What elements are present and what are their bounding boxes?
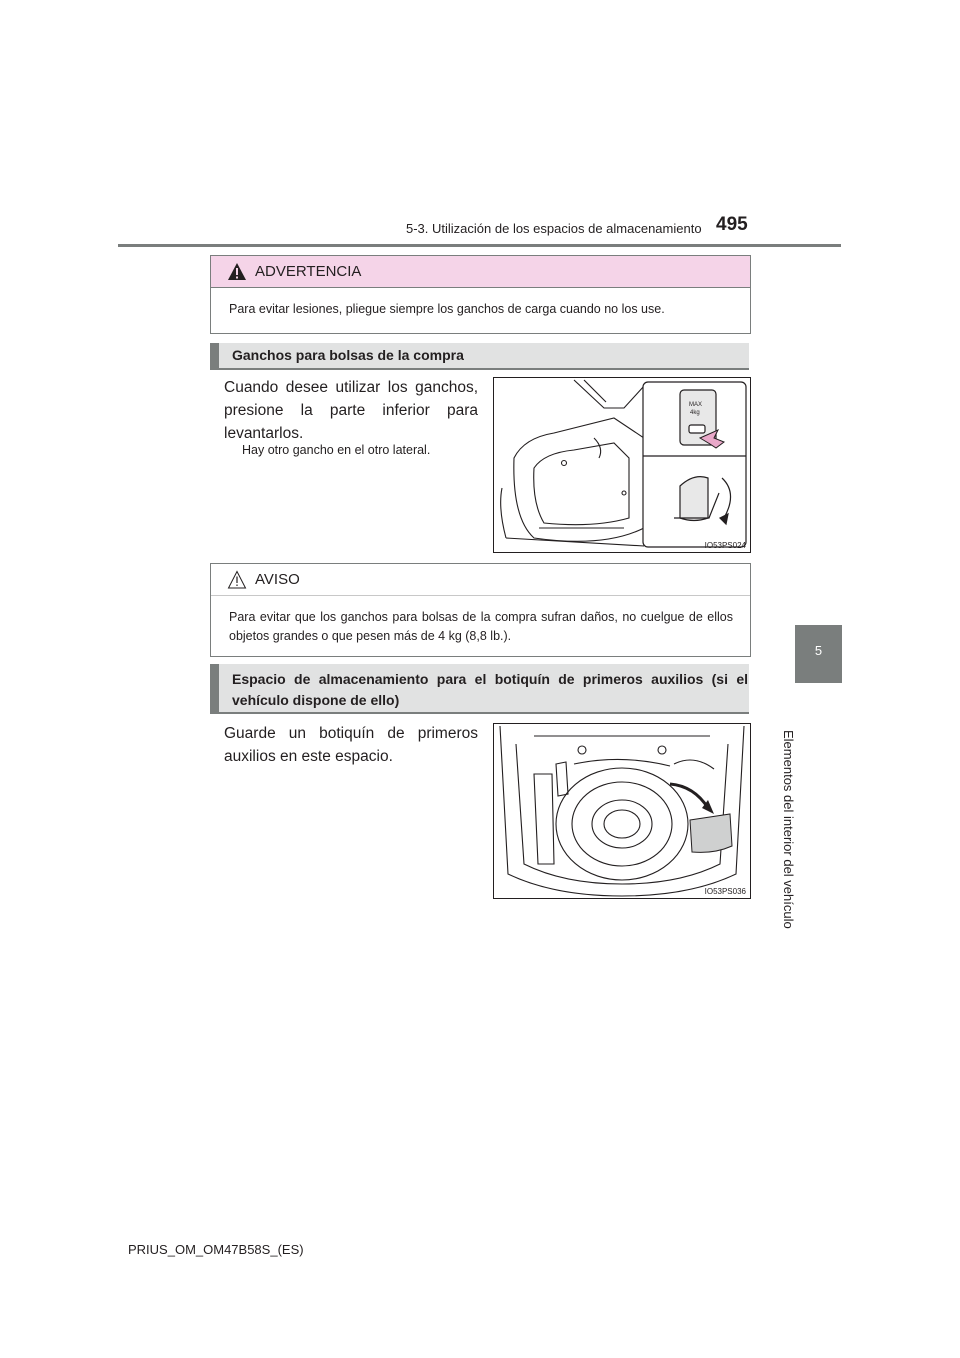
hooks-note: Hay otro gancho en el otro lateral. [242,443,431,457]
notice-box [210,563,751,657]
first-aid-instructions: Guarde un botiquín de primeros auxilios en este espacio. [224,725,478,765]
spare-tire-area-illustration [494,724,750,898]
figure-shopping-hooks [493,377,751,553]
notice-text: Para evitar que los ganchos para bolsas de la compra sufran daños, no cuelgue de ellos objetos grandes o que pesen más de 4 kg (8,8 lb.). [229,610,733,643]
section-heading-hooks [210,343,749,368]
chapter-label: Elementos del interior del vehículo [781,730,796,929]
section-title: 5-3. Utilización de los espacios de almacenamiento [406,221,702,236]
trunk-hooks-illustration [494,378,750,552]
figure-first-aid-storage [493,723,751,899]
warning-box [210,255,751,334]
svg-text:MAX: MAX [689,402,703,408]
warning-triangle-icon [227,262,247,281]
chapter-tab [795,625,842,683]
hooks-instructions: Cuando desee utilizar los ganchos, presione la parte inferior para levantarlos. [224,379,478,442]
header-rule [118,244,841,247]
footer-document-code: PRIUS_OM_OM47B58S_(ES) [128,1242,304,1257]
warning-title: ADVERTENCIA [255,263,362,280]
notice-header [211,564,750,596]
section-heading-first-aid [210,664,749,712]
warning-text: Para evitar lesiones, pliegue siempre los ganchos de carga cuando no los use. [229,302,665,316]
notice-title: AVISO [255,571,300,588]
figure-code: IO53PS024 [704,541,746,550]
figure-code: IO53PS036 [704,887,746,896]
chapter-number: 5 [814,643,823,658]
page-number: 495 [716,214,748,235]
svg-text:4kg: 4kg [690,410,700,416]
section-heading-text: Espacio de almacenamiento para el botiquín de primeros auxilios (si el vehículo dispone de ello) [232,671,748,708]
section-heading-text: Ganchos para bolsas de la compra [232,347,464,363]
caution-triangle-icon [227,570,247,589]
warning-header [211,256,750,288]
